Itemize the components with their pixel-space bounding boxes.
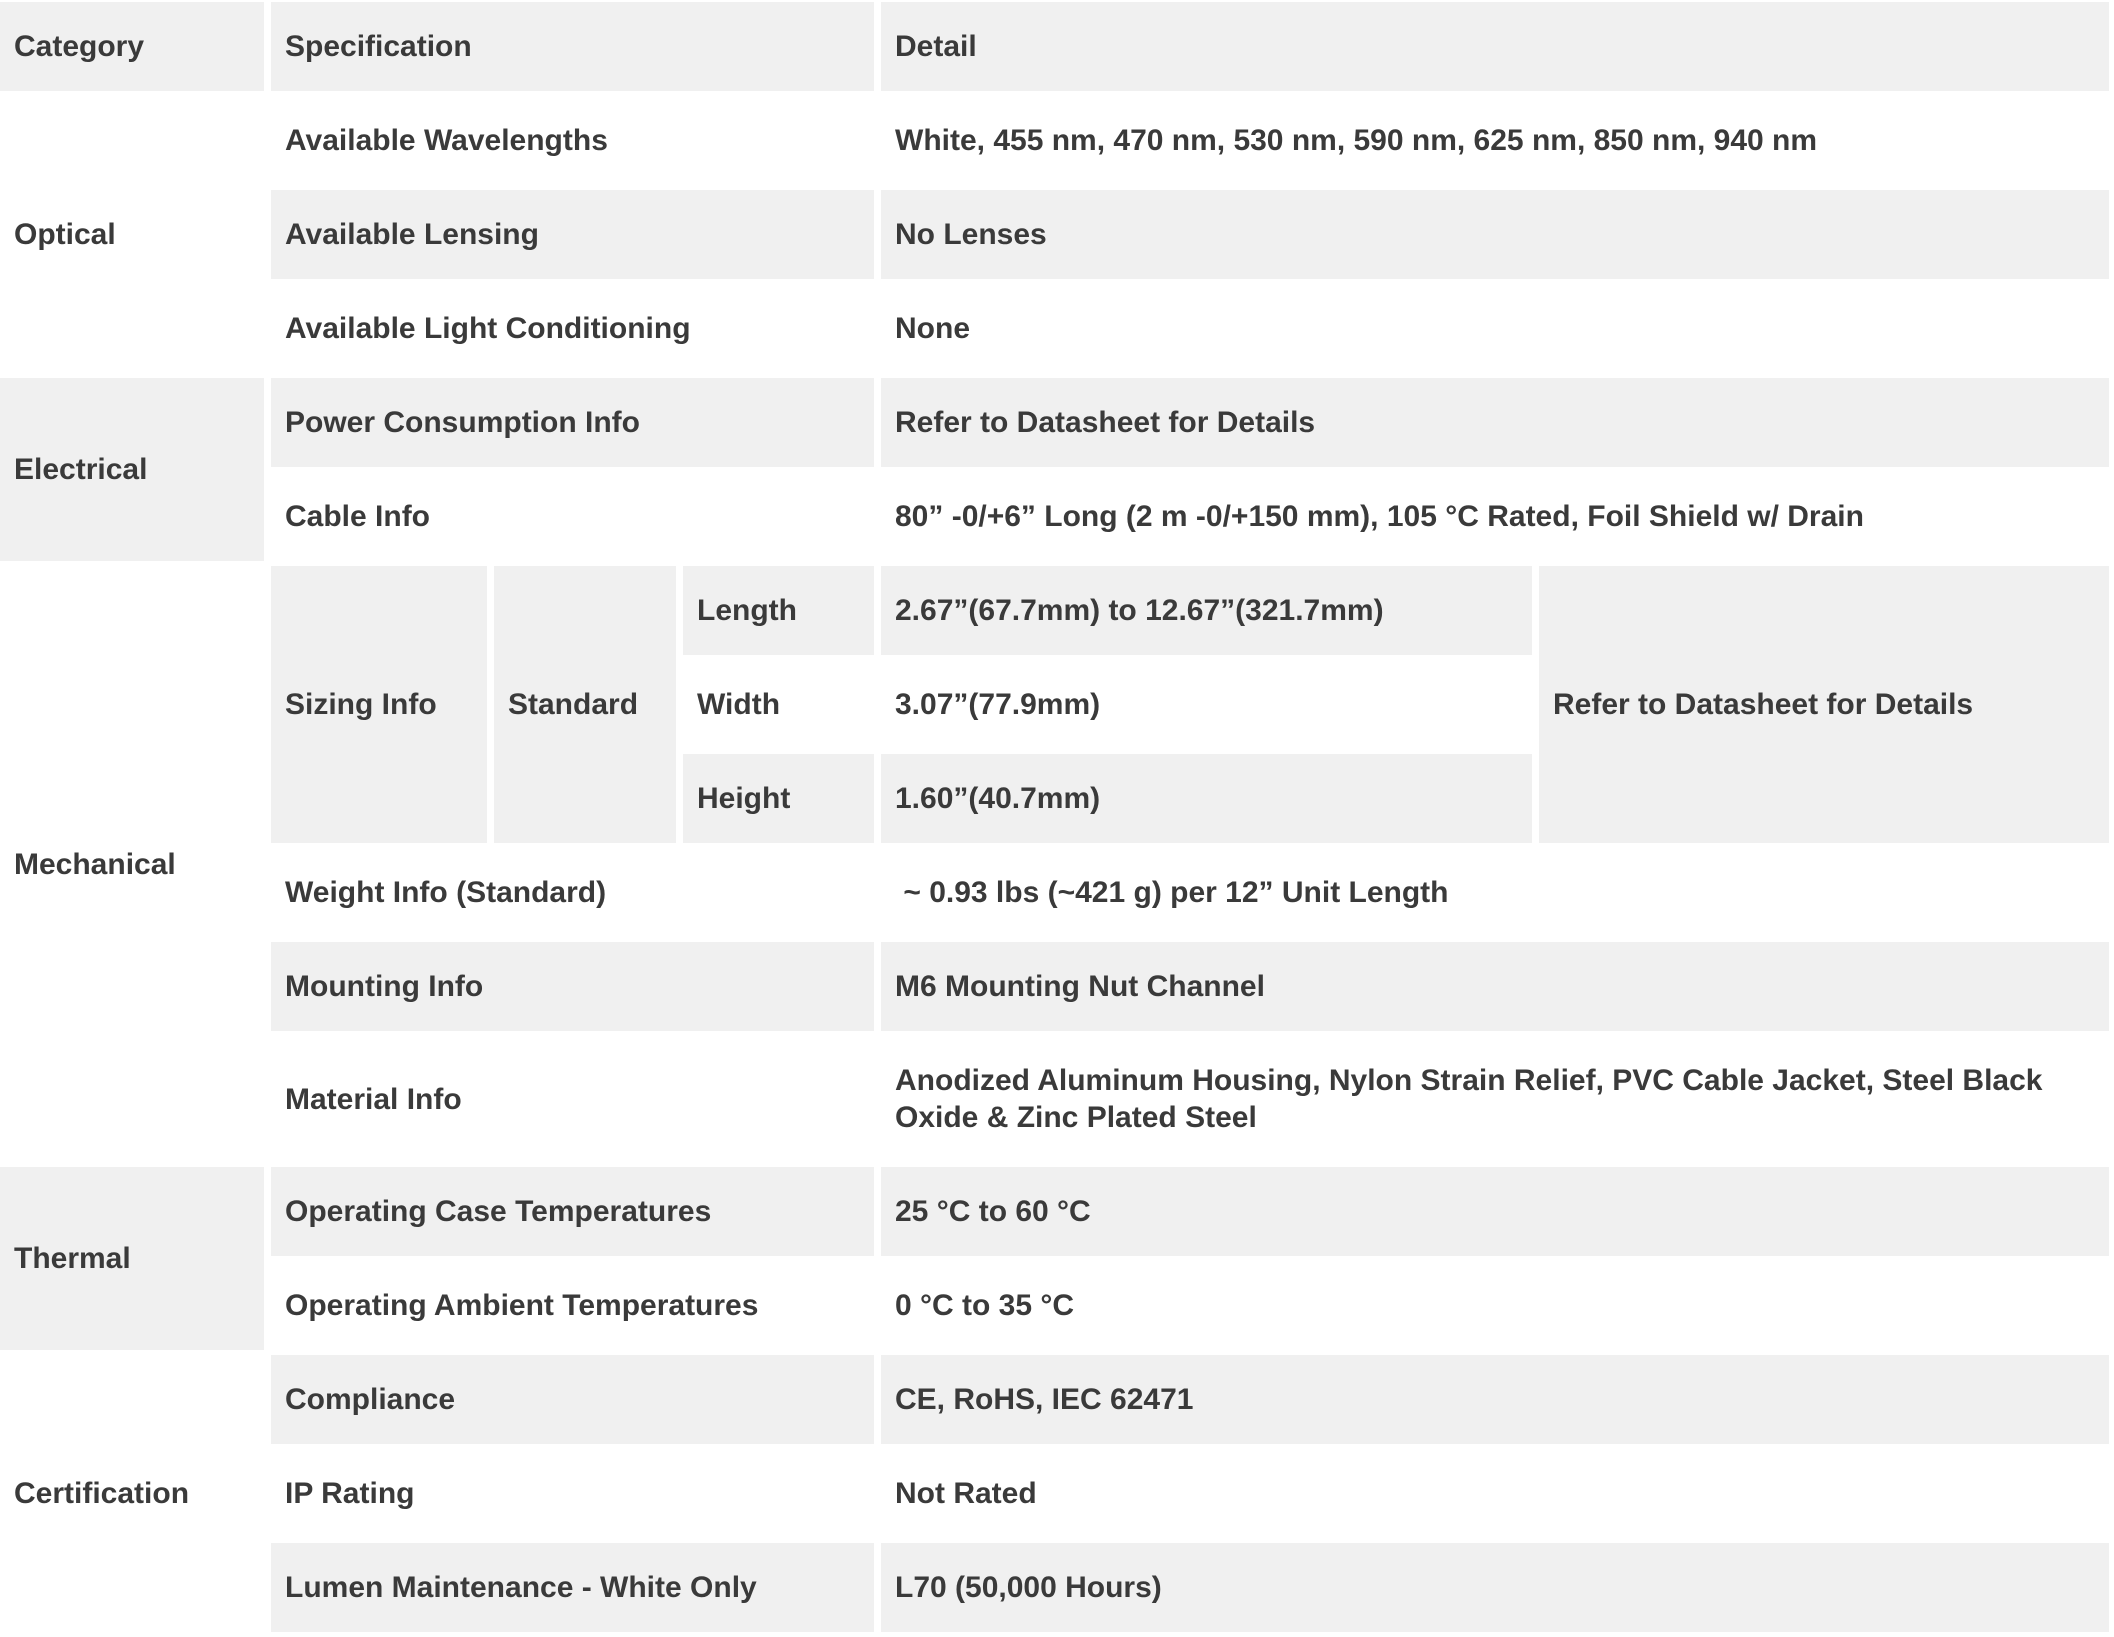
header-detail: Detail (881, 2, 2109, 91)
table-row (0, 942, 2109, 1031)
spec-detail: 0 °C to 35 °C (881, 1261, 2109, 1350)
category-mechanical: Mechanical (0, 566, 264, 1162)
spec-detail: White, 455 nm, 470 nm, 530 nm, 590 nm, 625 nm, 850 nm, 940 nm (881, 96, 2109, 185)
spec-detail: Refer to Datasheet for Details (881, 378, 2109, 467)
sizing-variant: Standard (494, 566, 676, 843)
table-row (0, 190, 2109, 279)
spec-detail: L70 (50,000 Hours) (881, 1543, 2109, 1632)
dimension-name: Width (683, 660, 874, 749)
spec-detail: No Lenses (881, 190, 2109, 279)
sizing-info-label: Sizing Info (271, 566, 487, 843)
table-row (0, 96, 2109, 185)
dimension-value: 3.07”(77.9mm) (881, 660, 1532, 749)
spec-detail: CE, RoHS, IEC 62471 (881, 1355, 2109, 1444)
spec-label: Cable Info (271, 472, 874, 561)
spec-detail: M6 Mounting Nut Channel (881, 942, 2109, 1031)
category-optical: Optical (0, 96, 264, 373)
header-category: Category (0, 2, 264, 91)
category-electrical: Electrical (0, 378, 264, 561)
table-row (0, 1449, 2109, 1538)
spec-detail: 80” -0/+6” Long (2 m -0/+150 mm), 105 °C Rated, Foil Shield w/ Drain (881, 472, 2109, 561)
table-row (0, 1543, 2109, 1632)
spec-detail: 25 °C to 60 °C (881, 1167, 2109, 1256)
spec-label: Available Light Conditioning (271, 284, 874, 373)
table-row (0, 566, 2109, 655)
table-row (0, 1036, 2109, 1162)
spec-label: Operating Case Temperatures (271, 1167, 874, 1256)
spec-label: Operating Ambient Temperatures (271, 1261, 874, 1350)
header-row (0, 2, 2109, 91)
spec-label: Power Consumption Info (271, 378, 874, 467)
spec-label: Mounting Info (271, 942, 874, 1031)
table-row (0, 1167, 2109, 1256)
spec-detail: None (881, 284, 2109, 373)
spec-label: Available Wavelengths (271, 96, 874, 185)
category-certification: Certification (0, 1355, 264, 1632)
dimension-name: Height (683, 754, 874, 843)
table-row (0, 1355, 2109, 1444)
dimension-name: Length (683, 566, 874, 655)
spec-label: Available Lensing (271, 190, 874, 279)
spec-detail: Not Rated (881, 1449, 2109, 1538)
table-row (0, 472, 2109, 561)
spec-label: Lumen Maintenance - White Only (271, 1543, 874, 1632)
spec-label: Weight Info (Standard) (271, 848, 874, 937)
category-thermal: Thermal (0, 1167, 264, 1350)
spec-detail: ~ 0.93 lbs (~421 g) per 12” Unit Length (881, 848, 2109, 937)
sizing-note: Refer to Datasheet for Details (1539, 566, 2109, 843)
dimension-value: 1.60”(40.7mm) (881, 754, 1532, 843)
table-row (0, 848, 2109, 937)
spec-label: Compliance (271, 1355, 874, 1444)
table-row (0, 378, 2109, 467)
dimension-value: 2.67”(67.7mm) to 12.67”(321.7mm) (881, 566, 1532, 655)
spec-detail: Anodized Aluminum Housing, Nylon Strain Relief, PVC Cable Jacket, Steel Black Oxide & Zinc Plated Steel (881, 1036, 2109, 1162)
spec-label: IP Rating (271, 1449, 874, 1538)
table-row (0, 284, 2109, 373)
table-row (0, 1261, 2109, 1350)
header-specification: Specification (271, 2, 874, 91)
spec-label: Material Info (271, 1036, 874, 1162)
